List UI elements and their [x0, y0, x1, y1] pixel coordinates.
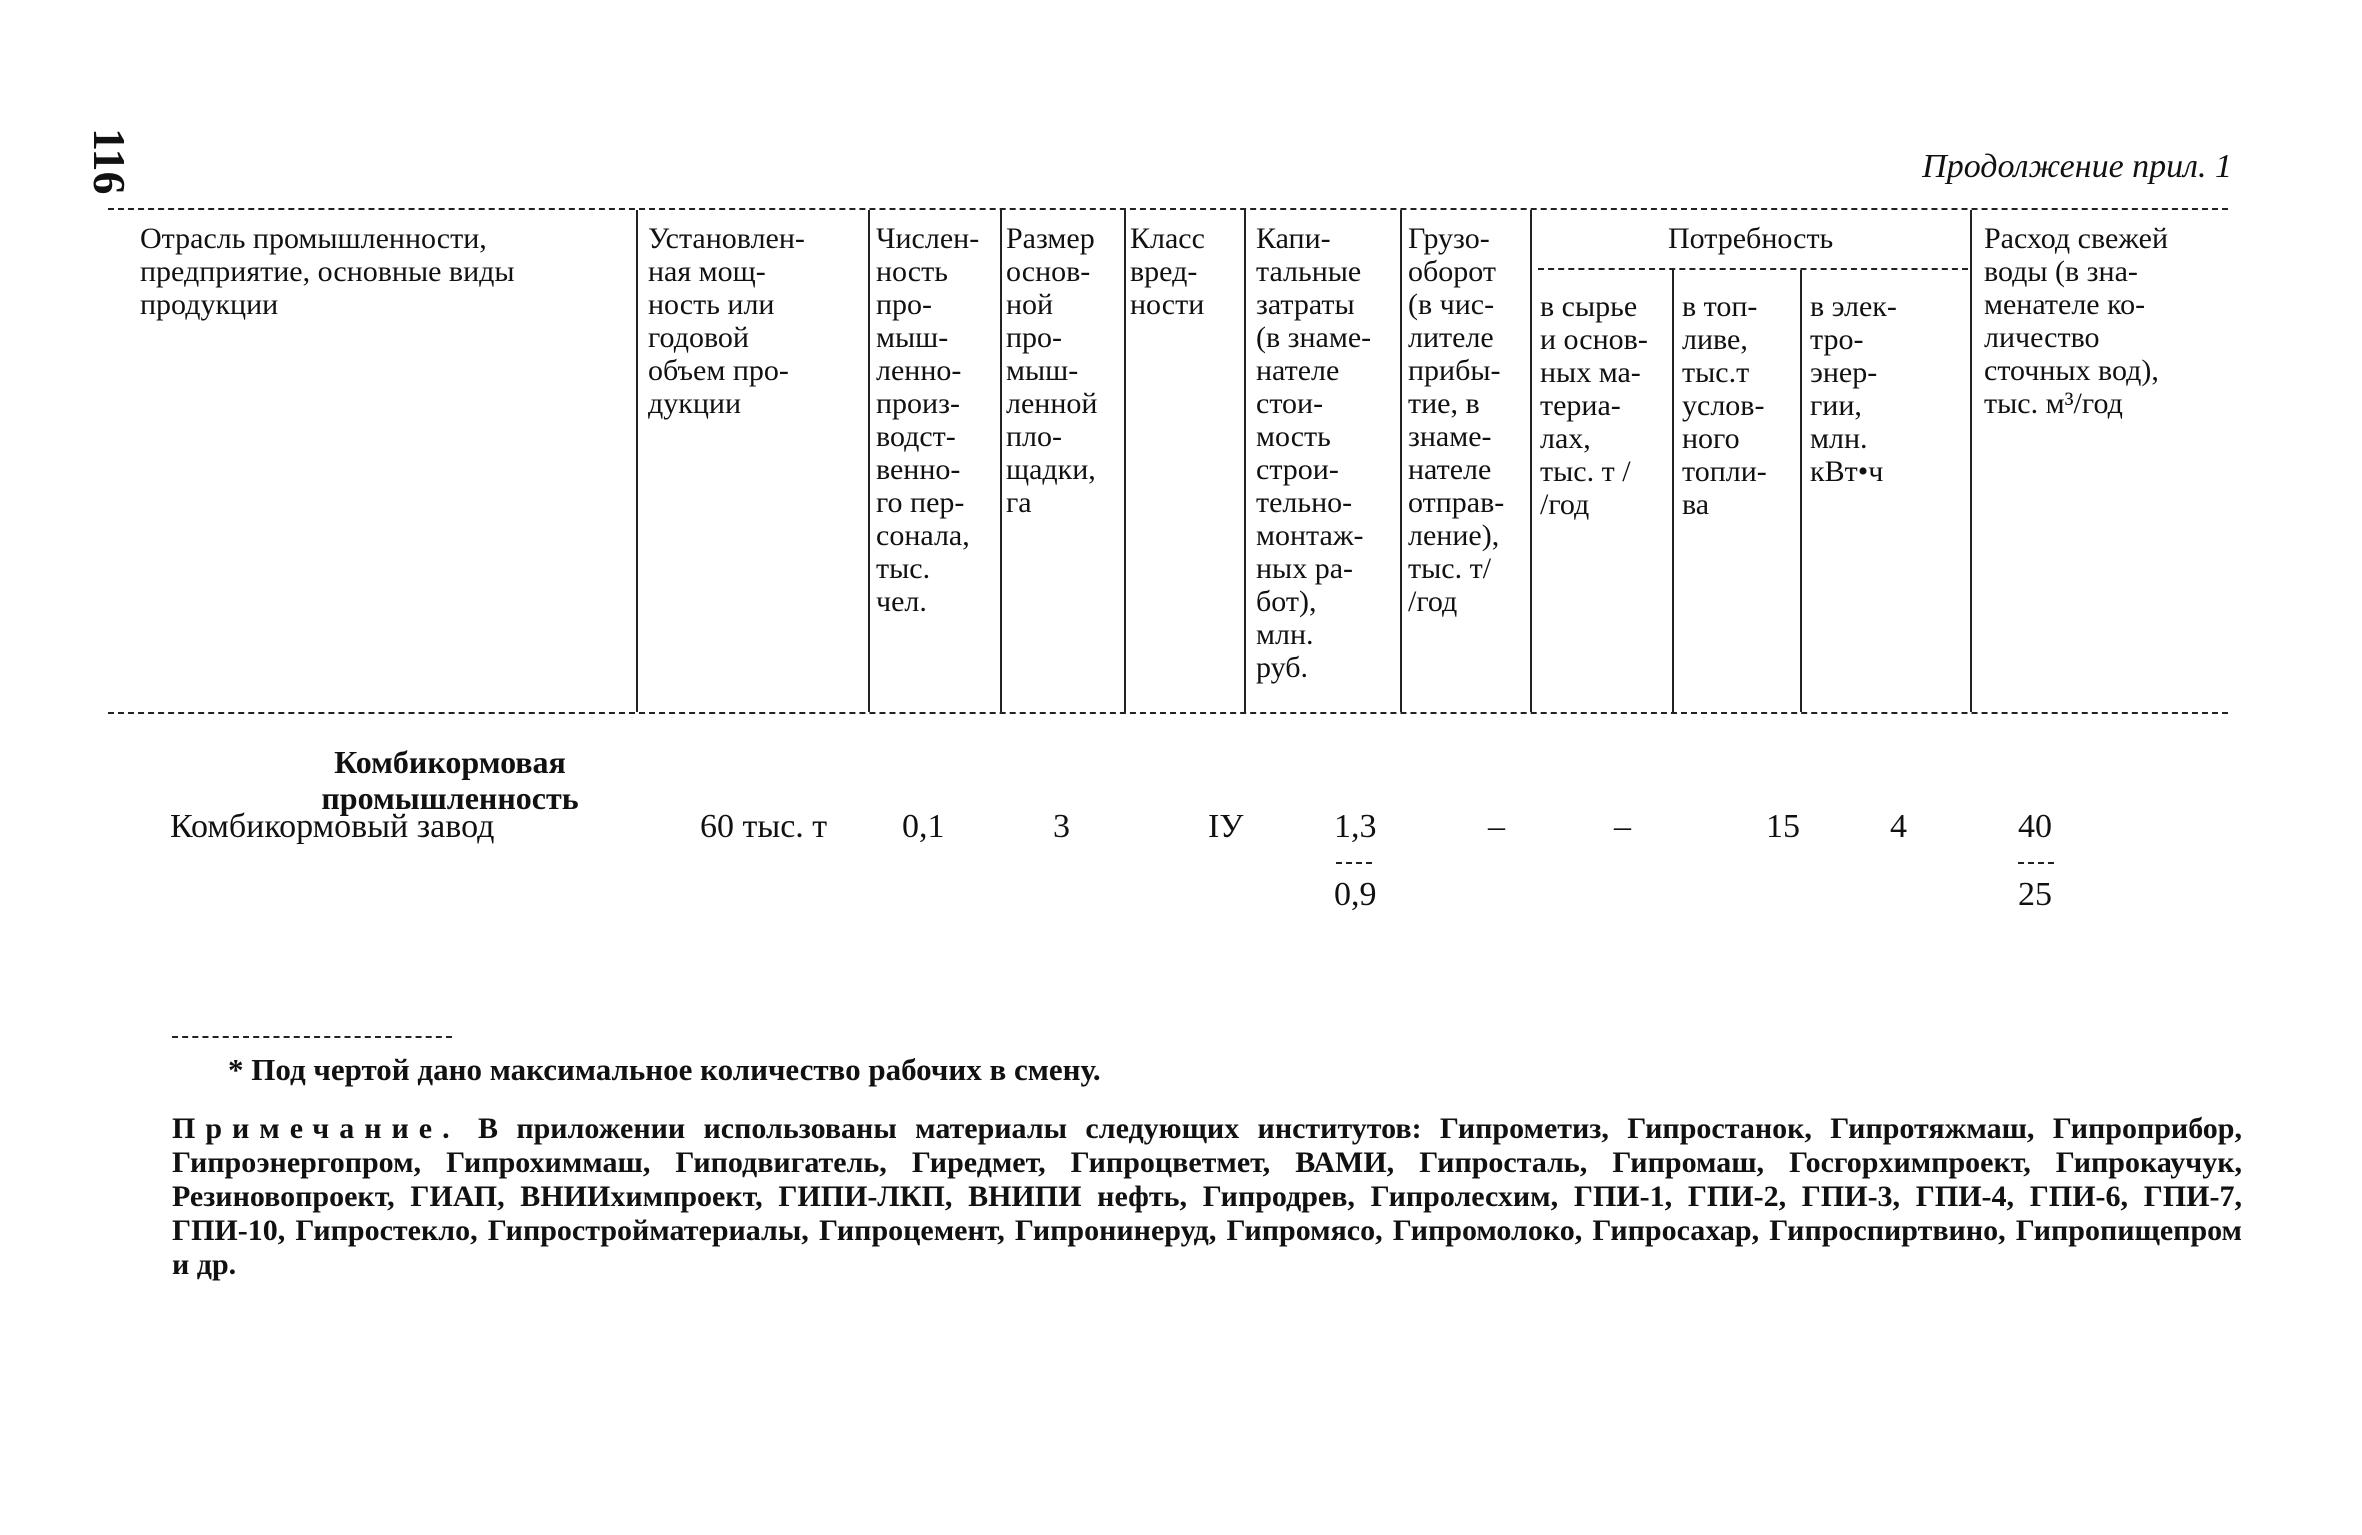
header-capacity: Установлен- ная мощ- ность или годовой объем про- дукции	[648, 222, 805, 420]
column-divider	[1400, 210, 1402, 712]
row-capacity: 60 тыс. т	[700, 808, 828, 845]
note-paragraph	[172, 1112, 2242, 1282]
water-fraction-bar	[2018, 862, 2054, 864]
header-demand-fuel: в топ- ливе, тыс.т услов- ного топли- ва	[1682, 290, 1767, 521]
footnote: * Под чертой дано максимальное количество рабочих в смену.	[228, 1052, 1101, 1087]
header-demand-power: в элек- тро- энер- гии, млн. кВт•ч	[1810, 290, 1897, 488]
header-capex: Капи- тальные затраты (в знаме- нателе стои- мость строи- тельно- монтаж- ных ра- бот), млн. руб.	[1256, 222, 1372, 684]
header-freight: Грузо- оборот (в чис- лителе прибы- тие, в знаме- нателе отправ- ление), тыс. т/ /год	[1408, 222, 1505, 618]
row-freight: –	[1488, 808, 1505, 845]
column-divider	[1244, 210, 1246, 712]
header-industry: Отрасль промышленности, предприятие, основные виды продукции	[140, 222, 515, 321]
header-staff: Числен- ность про- мыш- ленно- произ- водст- венно- го пер- сонала, тыс. чел.	[876, 222, 980, 618]
row-hazard: IУ	[1208, 808, 1244, 845]
row-fuel: 15	[1766, 808, 1800, 845]
row-water-denominator: 25	[2018, 876, 2052, 913]
continuation-label: Продолжение прил. 1	[1922, 148, 2232, 185]
header-area: Размер основ- ной про- мыш- ленной пло- щадки, га	[1006, 222, 1098, 519]
table-header-bottom-rule	[108, 712, 2228, 714]
footnote-rule	[172, 1036, 452, 1038]
group-title: Комбикормовая промышленность	[321, 744, 579, 816]
row-power: 4	[1890, 808, 1907, 845]
row-water-numerator: 40	[2018, 808, 2052, 845]
page-number: 116	[84, 128, 135, 195]
header-hazard: Класс вред- ности	[1130, 222, 1205, 321]
row-capex-denominator: 0,9	[1334, 876, 1377, 913]
column-divider	[1672, 270, 1674, 712]
column-divider	[1970, 210, 1972, 712]
note-label: Примечание.	[172, 1112, 460, 1145]
column-divider	[1000, 210, 1002, 712]
column-divider	[1124, 210, 1126, 712]
row-raw: –	[1614, 808, 1631, 845]
header-demand-raw: в сырье и основ- ных ма- териа- лах, тыс. т / /год	[1540, 290, 1648, 521]
row-area: 3	[1053, 808, 1070, 845]
table-top-rule	[108, 208, 2228, 210]
row-staff: 0,1	[902, 808, 945, 845]
column-divider	[1800, 270, 1802, 712]
header-water: Расход свежей воды (в зна- менателе ко- личество сточных вод), тыс. м³/год	[1984, 222, 2168, 420]
row-capex-numerator: 1,3	[1334, 808, 1377, 845]
demand-group-rule	[1538, 268, 1968, 270]
note-text: В приложении использованы материалы следующих институтов: Гипрометиз, Гипростанок, Гипротяжмаш, Гипроприбор, Гипроэнергопром, Гипрохиммаш, Гиподвигатель, Гиредмет, Гипроцветмет, ВАМИ, Гипросталь, Гипромаш, Госгорхимпроект, Гипрокаучук, Резиновопроект, ГИАП, ВНИИхимпроект, ГИПИ-ЛКП, ВНИПИ нефть, Гипродрев, Гипролесхим, ГПИ-1, ГПИ-2, ГПИ-3, ГПИ-4, ГПИ-6, ГПИ-7, ГПИ-10, Гипростекло, Гипростройматериалы, Гипроцемент, Гипронинеруд, Гипромясо, Гипромолоко, Гипросахар, Гипроспиртвино, Гипропищепром и др.	[172, 1112, 2242, 1281]
header-demand-group: Потребность	[1668, 222, 1834, 255]
column-divider	[636, 210, 638, 712]
row-name: Комбикормовый завод	[170, 808, 495, 845]
capex-fraction-bar	[1336, 862, 1372, 864]
column-divider	[868, 210, 870, 712]
column-divider	[1530, 210, 1532, 712]
